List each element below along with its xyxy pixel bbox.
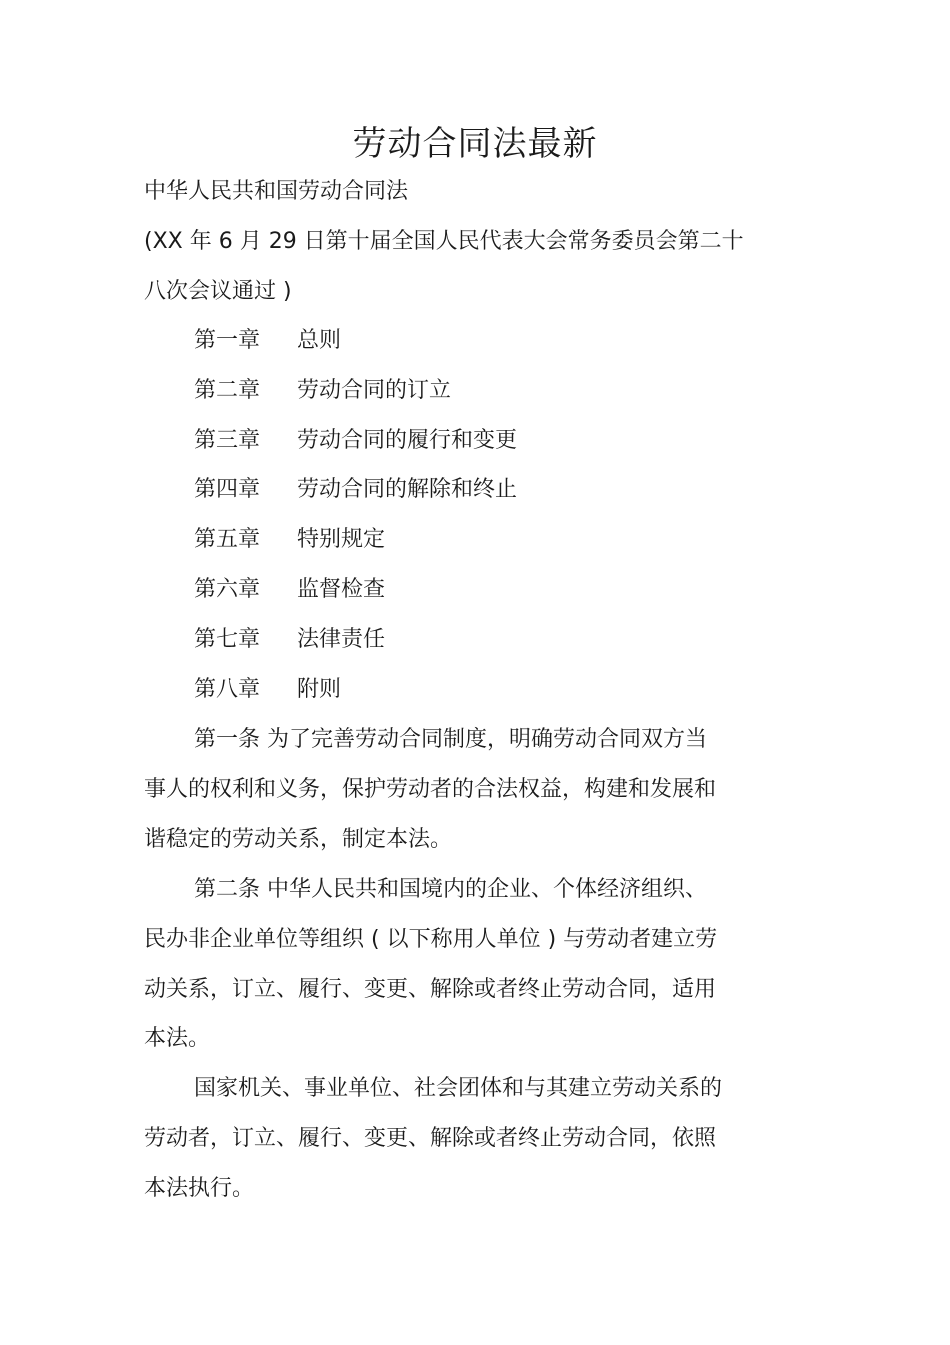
article-1-line-3: 谐稳定的劳动关系，制定本法。 [144, 827, 453, 852]
chapter-name: 劳动合同的解除和终止 [297, 477, 518, 502]
chapter-number: 第四章 [194, 477, 261, 502]
article-2-para-2-line-2: 劳动者，订立、履行、变更、解除或者终止劳动合同，依照 [144, 1126, 717, 1151]
document-title: 劳动合同法最新 [352, 124, 598, 164]
chapter-number: 第五章 [194, 527, 261, 552]
chapter-number: 第六章 [194, 577, 261, 602]
chapter-number: 第二章 [194, 378, 261, 403]
chapter-item [194, 576, 385, 604]
article-2-line-1: 第二条 中华人民共和国境内的企业、个体经济组织、 [194, 877, 707, 902]
law-name: 中华人民共和国劳动合同法 [144, 179, 409, 204]
chapter-name: 监督检查 [297, 577, 386, 602]
chapter-item [194, 427, 517, 455]
chapter-name: 法律责任 [297, 627, 386, 652]
article-2-line-3: 动关系，订立、履行、变更、解除或者终止劳动合同，适用 [144, 977, 717, 1002]
chapter-item [194, 327, 341, 355]
chapter-name: 附则 [297, 677, 342, 702]
chapter-number: 第三章 [194, 428, 261, 453]
chapter-item [194, 476, 517, 504]
article-2-para-2-line-1: 国家机关、事业单位、社会团体和与其建立劳动关系的 [194, 1076, 723, 1101]
chapter-item [194, 526, 385, 554]
chapter-number: 第八章 [194, 677, 261, 702]
chapter-name: 特别规定 [297, 527, 386, 552]
article-2-line-2: 民办非企业单位等组织 ( 以下称用人单位 ) 与劳动者建立劳 [144, 927, 718, 952]
chapter-name: 劳动合同的订立 [297, 378, 452, 403]
chapter-number: 第一章 [194, 328, 261, 353]
adoption-line-2: 八次会议通过 ) [144, 279, 292, 304]
chapter-number: 第七章 [194, 627, 261, 652]
article-2-line-4: 本法。 [144, 1026, 211, 1051]
chapter-item [194, 676, 341, 704]
chapter-item [194, 377, 451, 405]
chapter-name: 劳动合同的履行和变更 [297, 428, 518, 453]
article-2-para-2-line-3: 本法执行。 [144, 1176, 255, 1201]
article-1-line-2: 事人的权利和义务，保护劳动者的合法权益，构建和发展和 [144, 777, 717, 802]
chapter-item [194, 626, 385, 654]
adoption-line-1: (XX 年 6 月 29 日第十届全国人民代表大会常务委员会第二十 [144, 229, 744, 254]
article-1-line-1: 第一条 为了完善劳动合同制度，明确劳动合同双方当 [194, 727, 707, 752]
chapter-name: 总则 [297, 328, 342, 353]
